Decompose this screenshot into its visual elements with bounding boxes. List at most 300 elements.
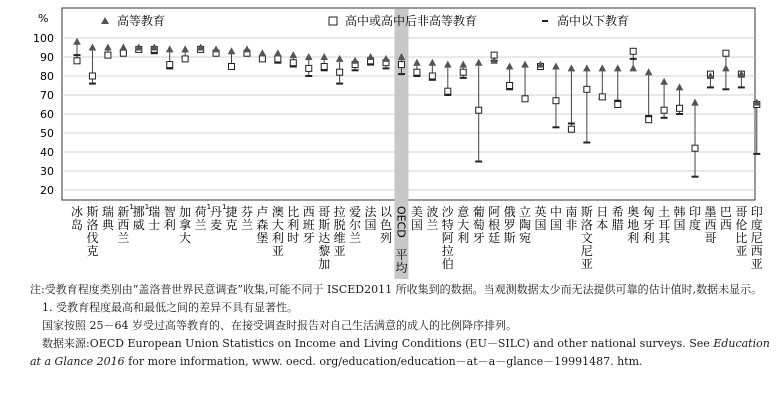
source-suffix: for more information, www. oecd. org/education/education－at－a－glance－19991487. htm. — [124, 355, 643, 368]
x-tick-text: 耳 — [658, 218, 671, 232]
tertiary-mark — [89, 44, 97, 51]
y-tick-label: 70 — [40, 89, 54, 102]
x-tick-text: 洛 — [580, 218, 593, 232]
x-tick-text: 亚 — [271, 244, 284, 258]
country-marks — [753, 99, 761, 154]
x-tick-text: 文 — [580, 231, 593, 245]
upper-secondary-mark — [661, 107, 667, 113]
x-tick-text: 英 — [534, 205, 547, 219]
x-tick-text: 均 — [395, 261, 408, 275]
gridlines — [62, 38, 755, 190]
legend-triangle-icon — [101, 17, 109, 24]
upper-secondary-mark — [692, 145, 698, 151]
x-tick-text: 丹 — [210, 205, 223, 219]
x-tick-label — [148, 204, 160, 232]
x-tick-text: 拉 — [333, 205, 346, 219]
x-tick-text: 平 — [395, 248, 408, 262]
tertiary-mark — [568, 64, 576, 71]
x-tick-text: 列 — [379, 231, 393, 245]
x-tick-text: 拿 — [179, 218, 192, 232]
country-marks — [738, 70, 746, 87]
x-tick-text: 亚 — [580, 257, 593, 271]
upper-secondary-mark — [105, 52, 111, 58]
upper-secondary-mark — [568, 126, 574, 132]
x-tick-text: 非 — [565, 218, 578, 232]
x-tick-text: 印 — [750, 205, 763, 219]
upper-secondary-mark — [290, 60, 296, 66]
x-tick-text: 兰 — [117, 231, 130, 245]
x-tick-text: 斯 — [86, 205, 99, 219]
x-tick-label — [133, 203, 149, 232]
x-tick-label — [71, 204, 83, 232]
y-tick-label: 100 — [33, 32, 54, 45]
x-tick-text: 大 — [271, 218, 284, 232]
country-marks — [676, 83, 684, 114]
upper-secondary-mark — [445, 88, 451, 94]
country-marks — [413, 59, 421, 76]
x-tick-text: 兰 — [194, 218, 207, 232]
upper-secondary-mark — [321, 64, 327, 70]
tertiary-mark — [614, 64, 622, 71]
x-tick-text: 美 — [410, 205, 423, 219]
x-tick-text: 爱 — [349, 205, 362, 219]
x-tick-text: 典 — [101, 218, 114, 232]
x-tick-text: 尼 — [750, 231, 763, 245]
note-main: 注:受教育程度类别由“盖洛普世界民意调查”收集,可能不同于 ISCED2011 所收集到的数据。当观测数据太少而无法提供可靠的估计值时,数据未显示。 — [30, 283, 763, 296]
y-tick-label: 20 — [40, 184, 54, 197]
tertiary-mark — [552, 63, 560, 70]
x-tick-text: 瑞 — [101, 205, 114, 219]
tertiary-mark — [676, 83, 684, 90]
country-marks — [629, 48, 637, 71]
x-tick-text: 根 — [488, 218, 501, 232]
tertiary-mark — [583, 64, 591, 71]
x-tick-label — [519, 205, 531, 245]
country-marks — [274, 49, 282, 63]
tertiary-mark — [382, 55, 390, 62]
x-tick-text: 法 — [364, 205, 377, 219]
country-marks — [614, 64, 622, 107]
x-tick-text: 克 — [86, 244, 99, 258]
x-tick-text: 波 — [426, 205, 439, 219]
x-tick-label — [272, 205, 284, 258]
x-tick-label — [195, 203, 211, 232]
country-marks — [459, 61, 467, 78]
x-tick-text: 捷 — [225, 205, 238, 219]
x-tick-text: 利 — [627, 231, 640, 245]
x-tick-text: 牙 — [302, 231, 315, 245]
x-tick-text: 利 — [271, 231, 284, 245]
upper-secondary-mark — [476, 107, 482, 113]
x-tick-text: 冰 — [70, 205, 84, 219]
x-tick-text: 国 — [364, 218, 377, 232]
x-tick-label — [504, 205, 516, 245]
tertiary-mark — [521, 61, 529, 68]
x-tick-text: 亚 — [333, 244, 346, 258]
country-marks — [104, 44, 112, 59]
country-marks — [259, 49, 267, 62]
x-tick-label — [596, 205, 608, 232]
x-tick-text: 萄 — [472, 218, 485, 232]
x-tick-label — [751, 205, 763, 271]
x-tick-text: 大 — [457, 218, 470, 232]
upper-secondary-mark — [584, 86, 590, 92]
x-tick-label — [488, 205, 500, 245]
country-marks — [89, 44, 97, 84]
country-marks — [367, 53, 375, 65]
x-tick-text: 班 — [302, 218, 315, 232]
x-tick-text: 哥 — [704, 231, 717, 245]
x-tick-text: 宛 — [519, 231, 532, 245]
x-tick-text: 利 — [163, 218, 176, 232]
upper-secondary-mark — [259, 56, 265, 62]
country-marks — [212, 45, 220, 56]
tertiary-mark — [444, 61, 452, 68]
country-marks — [228, 47, 236, 69]
x-tick-text: 国 — [673, 218, 686, 232]
upper-secondary-mark — [723, 50, 729, 56]
notes — [30, 281, 778, 371]
x-tick-text: 时 — [287, 231, 300, 245]
upper-secondary-mark — [229, 64, 235, 70]
legend-label: 高中以下教育 — [557, 14, 630, 28]
x-tick-text: 拉 — [441, 244, 454, 258]
note-source — [30, 335, 778, 371]
country-marks — [135, 44, 143, 53]
x-tick-text: 加 — [179, 205, 192, 219]
x-tick-text: 中 — [549, 205, 562, 219]
x-tick-label — [442, 204, 455, 271]
x-tick-label — [720, 205, 732, 232]
x-tick-text: 亚 — [750, 257, 763, 271]
x-tick-text: 西 — [719, 218, 732, 232]
x-tick-text: 以 — [379, 205, 393, 219]
x-tick-text: 阿 — [488, 205, 501, 219]
tertiary-mark — [166, 45, 174, 52]
y-tick-labels — [33, 32, 54, 197]
tertiary-mark — [475, 59, 483, 66]
tertiary-mark — [367, 53, 375, 60]
x-tick-text: 希 — [611, 205, 624, 219]
x-tick-text: 西 — [117, 218, 130, 232]
x-tick-text: 哥 — [735, 205, 748, 219]
upper-secondary-mark — [337, 69, 343, 75]
x-tick-text: 国 — [410, 218, 423, 232]
country-marks — [490, 52, 498, 64]
x-tick-label — [674, 204, 686, 232]
tertiary-mark — [660, 78, 668, 85]
x-tick-label — [318, 205, 330, 271]
country-marks — [181, 45, 189, 62]
x-tick-text: 其 — [658, 231, 671, 245]
upper-secondary-mark — [120, 50, 126, 56]
x-tick-text: 国 — [534, 218, 547, 232]
tertiary-mark — [351, 57, 359, 64]
tertiary-mark — [506, 63, 514, 70]
x-tick-text: 大 — [179, 231, 192, 245]
upper-secondary-mark — [507, 83, 513, 89]
upper-secondary-mark — [167, 62, 173, 68]
x-tick-text: 西 — [750, 244, 763, 258]
x-tick-label — [225, 204, 237, 232]
country-marks — [320, 53, 328, 70]
x-tick-text: 利 — [287, 218, 300, 232]
x-tick-text: 新 — [117, 205, 130, 219]
country-marks — [475, 59, 483, 162]
source-prefix: 数据来源:OECD European Union Statistics on Income and Living Conditions (EU－SILC) and other national surveys. See — [42, 337, 714, 350]
data-marks — [73, 38, 760, 177]
x-tick-text: 脱 — [333, 218, 346, 232]
country-marks — [444, 61, 452, 95]
x-tick-text: 伦 — [735, 218, 748, 232]
x-tick-text: 西 — [302, 205, 315, 219]
country-marks — [691, 99, 699, 177]
x-tick-text: 沙 — [441, 205, 454, 219]
x-tick-text: 挪 — [132, 205, 145, 219]
x-tick-label — [380, 205, 393, 245]
x-tick-label — [117, 203, 133, 245]
country-marks — [660, 78, 668, 118]
x-tick-label — [349, 205, 361, 245]
x-tick-text: 俄 — [503, 205, 516, 219]
country-marks — [197, 44, 205, 53]
x-tick-text: 森 — [256, 218, 269, 232]
x-tick-text: 斯 — [580, 205, 593, 219]
x-tick-text: 尼 — [580, 244, 593, 258]
x-tick-text: 洛 — [86, 218, 99, 232]
x-tick-label — [550, 204, 562, 232]
x-tick-label — [581, 204, 593, 271]
country-marks — [336, 55, 344, 84]
tertiary-mark — [259, 49, 267, 56]
x-tick-text: 伐 — [86, 231, 99, 245]
x-tick-text: 尔 — [349, 218, 362, 232]
legend-item — [329, 13, 477, 28]
x-tick-text: OECD — [394, 206, 408, 238]
x-tick-text: 陶 — [519, 218, 532, 232]
upper-secondary-mark — [414, 69, 420, 75]
x-tick-label — [704, 205, 716, 245]
tertiary-mark — [212, 45, 220, 52]
x-tick-label — [473, 204, 485, 245]
note-1: 1. 受教育程度最高和最低之间的差异不具有显著性。 — [42, 301, 298, 314]
country-marks — [537, 61, 545, 70]
y-axis-label: % — [38, 12, 49, 25]
x-tick-text: 荷 — [194, 205, 207, 219]
x-tick-text: 威 — [132, 218, 145, 232]
x-tick-text: 芬 — [240, 205, 253, 219]
x-tick-label — [365, 204, 378, 232]
tertiary-mark — [413, 59, 421, 66]
tertiary-mark — [290, 51, 298, 58]
x-tick-label — [287, 205, 299, 245]
x-tick-text: 色 — [379, 218, 393, 232]
tertiary-mark — [320, 53, 328, 60]
x-tick-footnote: 1 — [206, 203, 212, 211]
tertiary-mark — [336, 55, 344, 62]
x-tick-text: 瑞 — [148, 205, 161, 219]
upper-secondary-mark — [275, 56, 281, 62]
x-tick-text: 日 — [596, 205, 609, 219]
x-tick-text: 兰 — [349, 231, 362, 245]
x-tick-text: 葡 — [472, 205, 485, 219]
country-marks — [73, 38, 81, 64]
x-tick-label — [627, 204, 639, 245]
x-tick-text: 利 — [642, 231, 655, 245]
x-tick-text: 墨 — [704, 205, 717, 219]
upper-secondary-mark — [677, 105, 683, 111]
x-tick-label — [658, 204, 671, 245]
upper-secondary-mark — [182, 56, 188, 62]
note-order: 国家按照 25－64 岁受过高等教育的、在接受调查时报告对自己生活满意的成人的比例降序排列。 — [42, 319, 517, 332]
tertiary-mark — [243, 45, 251, 52]
tertiary-mark — [305, 53, 313, 60]
x-tick-text: 堡 — [256, 231, 269, 245]
legend-item — [542, 13, 629, 28]
x-tick-text: 加 — [318, 257, 331, 271]
x-tick-label — [334, 204, 346, 258]
upper-secondary-mark — [630, 48, 636, 54]
upper-secondary-mark — [89, 73, 95, 79]
country-marks — [521, 61, 529, 102]
x-tick-label — [426, 204, 438, 232]
tertiary-mark — [691, 99, 699, 106]
x-tick-text: 士 — [148, 218, 161, 232]
x-tick-text: 比 — [735, 231, 748, 245]
country-marks — [305, 53, 313, 76]
upper-secondary-mark — [74, 58, 80, 64]
tertiary-mark — [429, 59, 437, 66]
x-tick-text: 本 — [596, 218, 609, 232]
tertiary-mark — [722, 64, 730, 71]
x-tick-footnote: 1 — [144, 203, 150, 211]
tertiary-mark — [228, 47, 236, 54]
oecd-average-highlight — [394, 9, 408, 279]
x-tick-text: 立 — [519, 205, 532, 219]
x-tick-text: 智 — [163, 205, 176, 219]
tertiary-mark — [459, 61, 467, 68]
x-tick-text: 意 — [457, 205, 470, 219]
x-tick-label — [534, 205, 546, 232]
upper-secondary-mark — [522, 96, 528, 102]
x-tick-text: 罗 — [503, 218, 516, 232]
legend-label: 高中或高中后非高等教育 — [345, 14, 478, 28]
tertiary-mark — [120, 44, 128, 51]
tertiary-mark — [599, 64, 607, 71]
country-marks — [150, 44, 158, 54]
tertiary-mark — [274, 49, 282, 56]
x-tick-footnote: 1 — [129, 203, 134, 211]
x-tick-text: 腊 — [611, 218, 624, 232]
x-tick-label — [102, 204, 115, 232]
x-tick-label — [303, 205, 315, 245]
x-tick-text: 斯 — [503, 231, 516, 245]
x-tick-text: 巴 — [719, 205, 732, 219]
x-tick-text: 澳 — [271, 205, 284, 219]
x-tick-text: 廷 — [488, 231, 501, 245]
y-tick-label: 80 — [40, 70, 54, 83]
x-tick-text: 麦 — [210, 218, 223, 232]
x-tick-label — [241, 204, 253, 232]
x-tick-footnote: 1 — [222, 203, 227, 211]
x-tick-label — [689, 205, 701, 232]
x-tick-text: 卢 — [256, 205, 269, 219]
x-tick-text: 利 — [457, 231, 470, 245]
country-marks — [707, 71, 715, 87]
x-tick-text: 哥 — [318, 205, 331, 219]
country-marks — [722, 50, 730, 89]
x-tick-label — [411, 205, 423, 232]
tertiary-mark — [104, 44, 112, 51]
upper-secondary-mark — [615, 102, 621, 108]
x-tick-label — [210, 203, 226, 232]
upper-secondary-mark — [553, 98, 559, 104]
x-tick-text: 特 — [441, 218, 454, 232]
y-tick-label: 40 — [40, 146, 54, 159]
x-tick-label — [565, 204, 577, 232]
country-marks — [429, 59, 437, 80]
x-tick-label — [643, 205, 655, 245]
x-tick-text: 斯 — [318, 218, 331, 232]
tertiary-mark — [629, 64, 637, 71]
source-publication: Education at a Glance 2016 — [30, 337, 770, 368]
x-tick-text: 土 — [658, 205, 671, 219]
x-tick-text: 兰 — [240, 218, 253, 232]
x-tick-label — [457, 205, 469, 245]
x-tick-text: 国 — [549, 218, 562, 232]
y-tick-label: 50 — [40, 127, 54, 140]
x-tick-text: 印 — [688, 205, 702, 219]
x-tick-text: 伯 — [441, 257, 454, 271]
x-tick-text: 亚 — [735, 244, 748, 258]
tertiary-mark — [181, 45, 189, 52]
upper-secondary-mark — [646, 117, 652, 123]
upper-secondary-mark — [429, 73, 435, 79]
upper-secondary-mark — [398, 62, 404, 68]
x-tick-text: 西 — [704, 218, 717, 232]
upper-secondary-mark — [306, 65, 312, 71]
x-tick-text: 南 — [565, 205, 578, 219]
country-marks — [568, 64, 576, 132]
x-tick-text: 奥 — [627, 205, 640, 219]
x-tick-label — [612, 205, 624, 232]
y-tick-label: 60 — [40, 108, 54, 121]
legend-square-icon — [329, 17, 337, 25]
x-tick-text: 度 — [750, 218, 763, 232]
upper-secondary-mark — [599, 94, 605, 100]
x-tick-text: 克 — [225, 218, 238, 232]
country-marks — [599, 64, 607, 100]
x-tick-text: 达 — [318, 231, 331, 245]
x-tick-label — [86, 204, 98, 258]
x-tick-text: 阿 — [441, 231, 454, 245]
legend-label: 高等教育 — [117, 14, 166, 28]
legend — [101, 13, 629, 28]
x-tick-label — [735, 205, 747, 258]
x-tick-text: 地 — [627, 218, 640, 232]
x-tick-text: 黎 — [318, 244, 331, 258]
x-tick-text: 比 — [287, 205, 300, 219]
x-tick-text: 岛 — [70, 218, 84, 232]
x-tick-text: 匈 — [642, 205, 655, 219]
x-tick-labels — [71, 203, 763, 275]
x-tick-text: 度 — [688, 218, 702, 232]
x-tick-label — [256, 204, 268, 245]
country-marks — [120, 44, 128, 57]
tertiary-mark — [645, 68, 653, 75]
x-tick-text: 兰 — [426, 218, 439, 232]
x-tick-text: 牙 — [642, 218, 655, 232]
